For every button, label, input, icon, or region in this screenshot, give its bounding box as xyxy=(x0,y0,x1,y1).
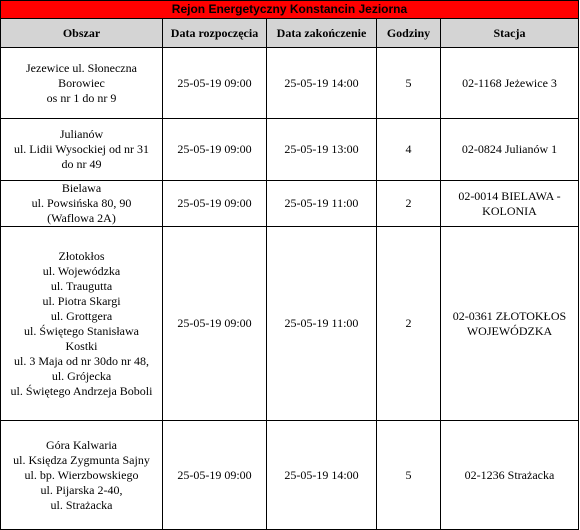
station-text: 02-0824 Julianów 1 xyxy=(461,142,558,156)
header-station: Stacja xyxy=(441,19,579,48)
header-start-date: Data rozpoczęcia xyxy=(163,19,267,48)
cell-hours: 4 xyxy=(377,119,441,181)
station-text: 02-1168 Jeżewice 3 xyxy=(462,75,557,90)
cell-area xyxy=(1,421,163,530)
table-row xyxy=(1,48,579,119)
cell-hours: 5 xyxy=(377,421,441,530)
station-text: 02-0014 BIELAWA - KOLONIA xyxy=(458,188,561,218)
table-row xyxy=(1,227,579,421)
cell-end: 25-05-19 14:00 xyxy=(267,48,377,119)
cell-end: 25-05-19 14:00 xyxy=(267,421,377,530)
header-area: Obszar xyxy=(1,19,163,48)
cell-end: 25-05-19 11:00 xyxy=(267,181,377,227)
cell-hours: 2 xyxy=(377,227,441,421)
cell-start: 25-05-19 09:00 xyxy=(163,181,267,227)
cell-station xyxy=(441,48,579,119)
header-hours: Godziny xyxy=(377,19,441,48)
cell-start: 25-05-19 09:00 xyxy=(163,227,267,421)
cell-station xyxy=(441,227,579,421)
cell-start: 25-05-19 09:00 xyxy=(163,119,267,181)
cell-end: 25-05-19 11:00 xyxy=(267,227,377,421)
station-text: 02-0361 ZŁOTOKŁOS WOJEWÓDZKA xyxy=(452,308,567,338)
cell-area xyxy=(1,181,163,227)
cell-start: 25-05-19 09:00 xyxy=(163,421,267,530)
area-text: Julianów ul. Lidii Wysockiej od nr 31 do nr 49 xyxy=(13,127,150,171)
area-text: Złotokłos ul. Wojewódzka ul. Traugutta ul. Piotra Skargi ul. Grottgera ul. Świętego Stanisława Kostki ul. 3 Maja od nr 30do nr 48, ul. Grójecka ul. Świętego Andrzeja Boboli xyxy=(10,248,153,398)
table-row xyxy=(1,119,579,181)
table-row xyxy=(1,181,579,227)
table-row xyxy=(1,421,579,530)
cell-station xyxy=(441,181,579,227)
cell-area xyxy=(1,119,163,181)
cell-station xyxy=(441,119,579,181)
header-row xyxy=(1,19,579,48)
station-text: 02-1236 Strażacka xyxy=(464,467,555,482)
cell-area xyxy=(1,48,163,119)
cell-start: 25-05-19 09:00 xyxy=(163,48,267,119)
area-text: Góra Kalwaria ul. Księdza Zygmunta Sajny ul. bp. Wierzbowskiego ul. Pijarska 2-40, ul. Strażacka xyxy=(13,437,150,512)
cell-station xyxy=(441,421,579,530)
area-text: Bielawa ul. Powsińska 80, 90 (Waflowa 2A) xyxy=(31,181,132,225)
cell-hours: 5 xyxy=(377,48,441,119)
header-end-date: Data zakończenie xyxy=(267,19,377,48)
cell-area xyxy=(1,227,163,421)
title-row xyxy=(1,1,579,19)
area-text: Jezewice ul. Słoneczna Borowiec os nr 1 do nr 9 xyxy=(26,60,137,105)
cell-hours: 2 xyxy=(377,181,441,227)
table-title: Rejon Energetyczny Konstancin Jeziorna xyxy=(1,1,579,19)
cell-end: 25-05-19 13:00 xyxy=(267,119,377,181)
